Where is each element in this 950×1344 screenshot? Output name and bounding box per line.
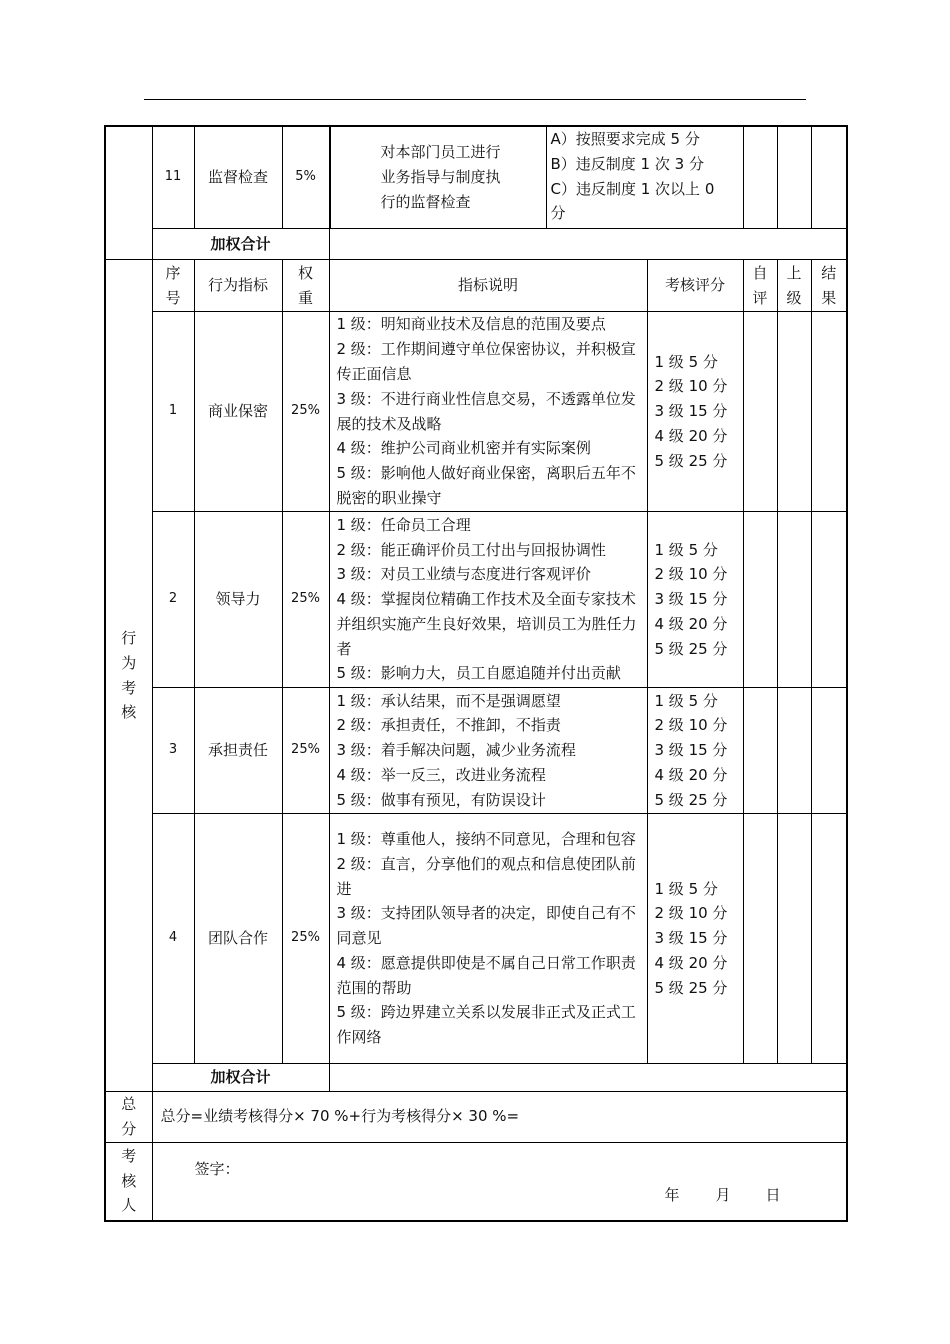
score-line: 3 级 15 分 xyxy=(654,402,728,421)
scoring-criteria xyxy=(546,127,743,228)
result-cell[interactable] xyxy=(811,814,847,1064)
header-char: 序 xyxy=(165,263,181,282)
indicator-name: 团队合作 xyxy=(194,814,282,1064)
desc-line: 2 级：承担责任，不推卸，不指责 xyxy=(336,716,561,735)
desc-line: 1 级：任命员工合理 xyxy=(336,515,471,534)
score-line: 5 级 25 分 xyxy=(654,978,728,997)
signature-label: 签字： xyxy=(194,1159,240,1178)
desc-line: 3 级：不进行商业性信息交易，不透露单位发展的技术及战略 xyxy=(336,389,636,433)
indicator-description xyxy=(329,312,647,512)
header-description: 指标说明 xyxy=(329,260,647,312)
total-formula: 总分=业绩考核得分× 70 %+行为考核得分× 30 %= xyxy=(152,1092,847,1143)
score-line: C）违反制度 1 次以上 0 xyxy=(550,179,715,198)
score-line: 分 xyxy=(550,204,566,223)
label-char: 核 xyxy=(121,1171,137,1190)
desc-line: 业务指导与制度执 xyxy=(380,168,501,187)
score-line: 5 级 25 分 xyxy=(654,790,728,809)
behavior-weighted-total-row xyxy=(105,1064,847,1092)
weighted-total-value[interactable] xyxy=(329,1064,847,1092)
label-char: 分 xyxy=(121,1119,137,1138)
header-char: 权 xyxy=(297,263,313,282)
perf-row-11 xyxy=(105,126,847,229)
weighted-total-label xyxy=(152,1064,329,1092)
desc-line: 5 级：影响他人做好商业保密，离职后五年不脱密的职业操守 xyxy=(336,464,636,507)
header-char: 评 xyxy=(752,288,768,307)
row-number: 11 xyxy=(152,126,194,229)
score-line: 2 级 10 分 xyxy=(654,716,728,735)
perf-section-cell xyxy=(105,126,152,260)
assessor-label xyxy=(105,1142,152,1221)
section-char: 核 xyxy=(121,703,137,722)
result-cell[interactable] xyxy=(811,126,847,229)
desc-line: 4 级：维护公司商业机密并有实际案例 xyxy=(336,439,591,458)
result-cell[interactable] xyxy=(811,312,847,512)
indicator-name: 领导力 xyxy=(194,512,282,688)
weight-value: 25% xyxy=(282,312,329,512)
behavior-section-label xyxy=(105,260,152,1092)
weight-value: 25% xyxy=(282,512,329,688)
score-line: 3 级 15 分 xyxy=(654,590,728,609)
superior-eval-cell[interactable] xyxy=(777,512,811,688)
header-char: 果 xyxy=(821,288,837,307)
header-self-eval xyxy=(743,260,777,312)
superior-eval-cell[interactable] xyxy=(777,688,811,814)
header-superior xyxy=(777,260,811,312)
desc-line: 3 级：对员工业绩与态度进行客观评价 xyxy=(336,565,591,584)
desc-line: 1 级：明知商业技术及信息的范围及要点 xyxy=(336,315,606,334)
perf-weighted-total-row xyxy=(105,229,847,260)
total-label xyxy=(105,1092,152,1143)
scoring-criteria xyxy=(647,312,743,512)
score-line: 5 级 25 分 xyxy=(654,639,728,658)
desc-line: 4 级：愿意提供即使是不属自己日常工作职责范围的帮助 xyxy=(336,953,636,997)
indicator-description xyxy=(329,688,647,814)
section-char: 为 xyxy=(121,653,137,672)
desc-line: 2 级：工作期间遵守单位保密协议，并积极宣传正面信息 xyxy=(336,340,636,383)
score-line: A）按照要求完成 5 分 xyxy=(550,130,700,148)
indicator-description xyxy=(329,512,647,688)
weight-value: 25% xyxy=(282,688,329,814)
self-eval-cell[interactable] xyxy=(743,814,777,1064)
assessment-table xyxy=(104,125,848,1222)
score-line: 5 级 25 分 xyxy=(654,451,728,470)
header-char: 重 xyxy=(297,288,313,307)
scoring-criteria xyxy=(647,512,743,688)
row-number: 3 xyxy=(152,688,194,814)
behavior-row xyxy=(105,512,847,688)
desc-line: 5 级：做事有预见，有防误设计 xyxy=(336,790,546,809)
score-line: 3 级 15 分 xyxy=(654,741,728,760)
total-score-row xyxy=(105,1092,847,1143)
weighted-total-label xyxy=(152,229,329,260)
desc-line: 2 级：能正确评价员工付出与回报协调性 xyxy=(336,540,606,559)
behavior-row xyxy=(105,814,847,1064)
desc-line: 3 级：着手解决问题，减少业务流程 xyxy=(336,741,576,760)
weight-value: 5% xyxy=(282,126,329,229)
scoring-criteria xyxy=(647,814,743,1064)
score-line: 3 级 15 分 xyxy=(654,929,728,948)
desc-line: 1 级：承认结果，而不是强调愿望 xyxy=(336,691,561,710)
indicator-name: 商业保密 xyxy=(194,312,282,512)
score-line: 2 级 10 分 xyxy=(654,565,728,584)
date-month-label: 月 xyxy=(715,1185,731,1204)
inner-split xyxy=(330,127,743,228)
desc-line: 5 级：跨边界建立关系以发展非正式及正式工作网络 xyxy=(336,1003,636,1047)
row-number: 2 xyxy=(152,512,194,688)
weighted-total-value[interactable] xyxy=(329,229,847,260)
superior-eval-cell[interactable] xyxy=(777,814,811,1064)
desc-line: 对本部门员工进行 xyxy=(380,143,501,162)
weighted-total-text: 加权合计 xyxy=(210,1068,271,1087)
date-year-label: 年 xyxy=(664,1185,680,1204)
weight-value: 25% xyxy=(282,814,329,1064)
header-indicator: 行为指标 xyxy=(194,260,282,312)
signature-area[interactable] xyxy=(152,1142,847,1221)
desc-line: 4 级：举一反三，改进业务流程 xyxy=(336,765,546,784)
self-eval-cell[interactable] xyxy=(743,126,777,229)
behavior-row xyxy=(105,688,847,814)
self-eval-cell[interactable] xyxy=(743,512,777,688)
desc-line: 1 级：尊重他人，接纳不同意见，合理和包容 xyxy=(336,829,636,848)
self-eval-cell[interactable] xyxy=(743,312,777,512)
row-number: 4 xyxy=(152,814,194,1064)
header-char: 结 xyxy=(821,263,837,282)
behavior-row xyxy=(105,312,847,512)
self-eval-cell[interactable] xyxy=(743,688,777,814)
header-number xyxy=(152,260,194,312)
score-line: 1 级 5 分 xyxy=(654,691,718,710)
header-result xyxy=(811,260,847,312)
header-char: 号 xyxy=(165,288,181,307)
header-char: 上 xyxy=(786,263,802,282)
desc-line: 3 级：支持团队领导者的决定，即使自己有不同意见 xyxy=(336,904,636,948)
header-weight xyxy=(282,260,329,312)
score-line: 1 级 5 分 xyxy=(654,540,718,559)
superior-eval-cell[interactable] xyxy=(777,126,811,229)
score-line: 1 级 5 分 xyxy=(654,352,718,371)
scoring-criteria xyxy=(647,688,743,814)
header-char: 级 xyxy=(786,288,802,307)
desc-scoring-cell xyxy=(329,126,743,229)
indicator-name: 监督检查 xyxy=(194,126,282,229)
weighted-total-text: 加权合计 xyxy=(210,234,271,253)
section-char: 行 xyxy=(121,628,137,647)
header-rule xyxy=(144,99,806,100)
result-cell[interactable] xyxy=(811,688,847,814)
header-char: 自 xyxy=(752,263,768,282)
score-line: 4 级 20 分 xyxy=(654,765,728,784)
score-line: 4 级 20 分 xyxy=(654,614,728,633)
assessor-row xyxy=(105,1142,847,1221)
score-line: B）违反制度 1 次 3 分 xyxy=(550,154,704,173)
behavior-header-row xyxy=(105,260,847,312)
desc-line: 5 级：影响力大，员工自愿追随并付出贡献 xyxy=(336,664,621,683)
indicator-description xyxy=(330,127,546,228)
score-line: 1 级 5 分 xyxy=(654,879,718,898)
score-line: 4 级 20 分 xyxy=(654,426,728,445)
result-cell[interactable] xyxy=(811,512,847,688)
label-char: 人 xyxy=(121,1196,137,1215)
row-number: 1 xyxy=(152,312,194,512)
desc-line: 行的监督检查 xyxy=(380,192,471,211)
section-char: 考 xyxy=(121,678,137,697)
indicator-name: 承担责任 xyxy=(194,688,282,814)
header-scoring: 考核评分 xyxy=(647,260,743,312)
score-line: 2 级 10 分 xyxy=(654,904,728,923)
score-line: 4 级 20 分 xyxy=(654,953,728,972)
score-line: 2 级 10 分 xyxy=(654,377,728,396)
superior-eval-cell[interactable] xyxy=(777,312,811,512)
desc-line: 4 级：掌握岗位精确工作技术及全面专家技术并组织实施产生良好效果，培训员工为胜任力者 xyxy=(336,590,637,658)
label-char: 考 xyxy=(121,1146,137,1165)
date-day-label: 日 xyxy=(765,1185,781,1204)
desc-line: 2 级：直言，分享他们的观点和信息使团队前进 xyxy=(336,854,636,898)
indicator-description xyxy=(329,814,647,1064)
label-char: 总 xyxy=(121,1095,137,1113)
